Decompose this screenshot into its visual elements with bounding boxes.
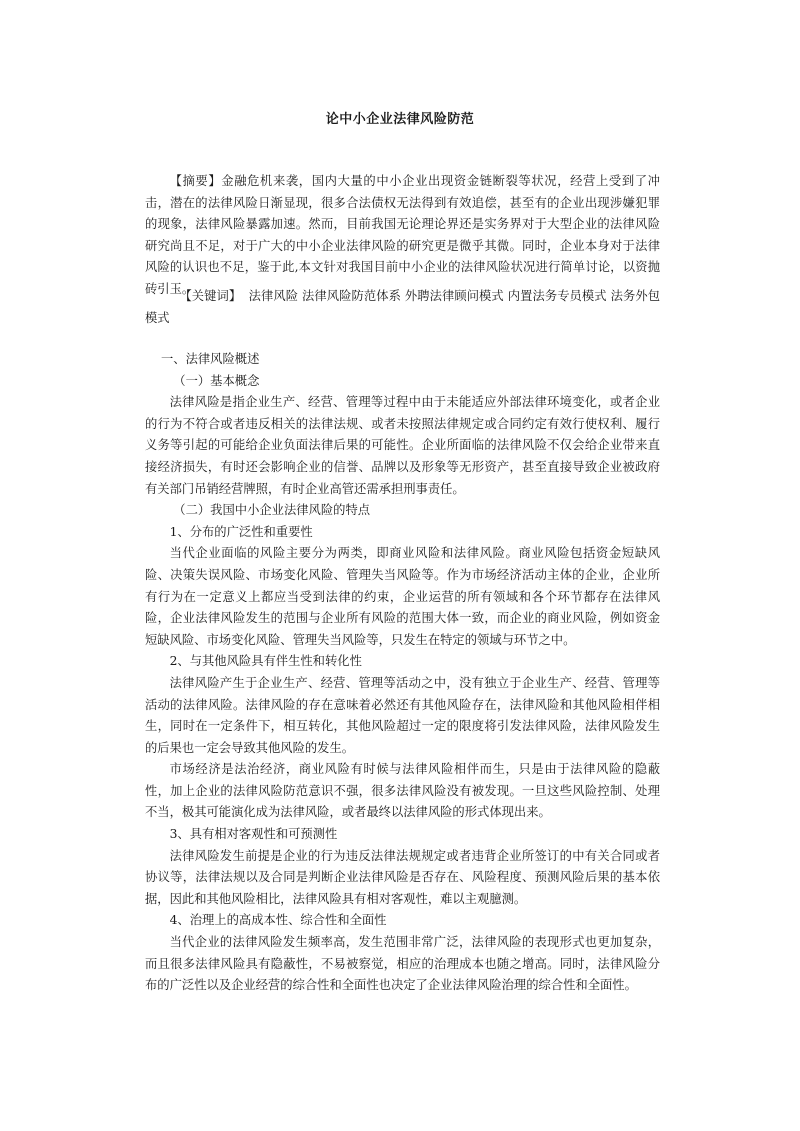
paragraph-concept: 法律风险是指企业生产、经营、管理等过程中由于未能适应外部法律环境变化，或者企业的行为不符合或者违反相关的法律法规、或者未按照法律规定或合同约定有效行使权利、履行义务等引起的可能给企业负面法律后果的可能性。企业所面临的法律风险不仅会给企业带来直接经济损失，有时还会影响企业的信誉、品牌以及形象等无形资产，甚至直接导致企业被政府有关部门吊销经营牌照，有时企业高管还需承担刑事责任。	[145, 395, 660, 496]
main-content	[145, 349, 660, 997]
paragraph-point-2a: 法律风险产生于企业生产、经营、管理等活动之中，没有独立于企业生产、经营、管理等活动的法律风险。法律风险的存在意味着必然还有其他风险存在，法律风险和其他风险相伴相生，同时在一定条件下，相互转化，其他风险超过一定的限度将引发法律风险，法律风险发生的后果也一定会导致其他风险的发生。	[145, 675, 660, 755]
keywords-paragraph	[145, 286, 660, 329]
abstract-block	[145, 171, 660, 301]
subsection-heading-2: （二）我国中小企业法律风险的特点	[173, 503, 371, 518]
page-title: 论中小企业法律风险防范	[325, 112, 475, 127]
abstract-text: 金融危机来袭，国内大量的中小企业出现资金链断裂等状况，经营上受到了冲击，潜在的法律风险日渐显现，很多合法债权无法得到有效追偿，甚至有的企业出现涉嫌犯罪的现象，法律风险暴露加速。然而，目前我国无论理论界还是实务界对于大型企业的法律风险研究尚且不足，对于广大的中小企业法律风险的研究更是微乎其微。同时，企业本身对于法律风险的认识也不足，鉴于此,本文针对我国目前中小企业的法律风险状况进行简单讨论，以资抛砖引玉。	[145, 174, 660, 296]
point-heading-3: 3、具有相对客观性和可预测性	[169, 827, 338, 842]
point-heading-1: 1、分布的广泛性和重要性	[169, 524, 313, 539]
keywords-label: 【关键词】	[179, 289, 242, 303]
paragraph-point-3: 法律风险发生前提是企业的行为违反法律法规规定或者违背企业所签订的中有关合同或者协议等，法律法规以及合同是判断企业法律风险是否存在、风险程度、预测风险后果的基本依据，因此和其他风险相比，法律风险具有相对客观性，难以主观臆测。	[145, 848, 660, 906]
abstract-label: 【摘要】	[169, 174, 222, 188]
paragraph-point-1: 当代企业面临的风险主要分为两类，即商业风险和法律风险。商业风险包括资金短缺风险、决策失误风险、市场变化风险、管理失当风险等。作为市场经济活动主体的企业，企业所有行为在一定意义上都应当受到法律的约束，企业运营的所有领域和各个环节都存在法律风险，企业法律风险发生的范围与企业所有风险的范围大体一致，而企业的商业风险，例如资金短缺风险、市场变化风险、管理失当风险等，只发生在特定的领域与环节之中。	[145, 546, 660, 647]
keywords-text: 法律风险 法律风险防范体系 外聘法律顾问模式 内置法务专员模式 法务外包模式	[145, 289, 660, 325]
paragraph-point-4: 当代企业的法律风险发生频率高，发生范围非常广泛，法律风险的表现形式也更加复杂，而且很多法律风险具有隐蔽性，不易被察觉，相应的治理成本也随之增高。同时，法律风险分布的广泛性以及企业经营的综合性和全面性也决定了企业法律风险治理的综合性和全面性。	[145, 935, 660, 993]
point-heading-2: 2、与其他风险具有伴生性和转化性	[169, 654, 362, 669]
subsection-heading-1: （一）基本概念	[173, 373, 260, 388]
keywords-block	[145, 286, 660, 329]
point-heading-4: 4、治理上的高成本性、综合性和全面性	[169, 913, 387, 928]
section-heading-1: 一、法律风险概述	[160, 352, 260, 366]
paragraph-point-2b: 市场经济是法治经济，商业风险有时候与法律风险相伴而生，只是由于法律风险的隐蔽性，加上企业的法律风险防范意识不强，很多法律风险没有被发现。一旦这些风险控制、处理不当，极其可能演化成为法律风险，或者最终以法律风险的形式体现出来。	[145, 762, 660, 820]
abstract-paragraph	[145, 171, 660, 301]
